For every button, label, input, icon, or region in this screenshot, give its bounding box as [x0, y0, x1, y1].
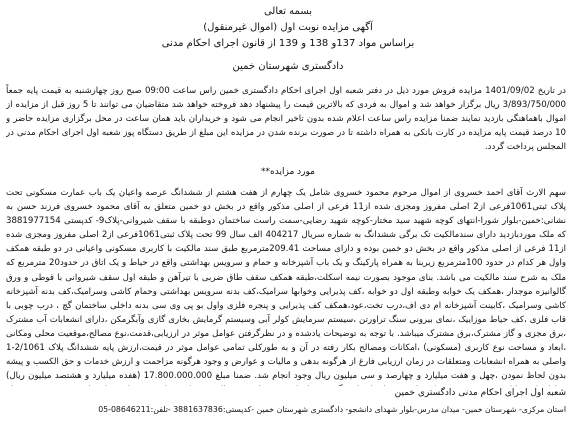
signature-line: شعبه اول اجرای احکام مدنی دادگستری خمین [394, 388, 566, 398]
intro-paragraph: در تاریخ 1401/09/02 مزایده فروش مورد ذیل در دفتر شعبه اول اجرای احکام دادگستری خمین راس ساعت 09:00 صبح روز چهارشنبه به قیمت پایه جمعاً 3/893/750/000 ریال برگزار خواهد شد و اموال به فردی که بالاترین قیمت را پیشنهاد دهد فروخته خواهد شد متقاضیان می توانند تا 5 روز قبل از مزایده از اموال باهماهنگی بازدید نمایند ضمنا مزایده راس ساعت اعلام شده بدون تاخیر انجام می شود و خریداران باید همان ساعت در محل برگزاری مزایده حاضر و 10 درصد قیمت پایه مزایده در کارت بانکی به همراه داشته تا در صورت برنده شدن در مزایده این مبلغ از طریق دستگاه پوز شعبه اول اجرای احکام مدنی در المجلس پرداخت گردد. [6, 86, 566, 153]
address-line: استان مرکزی- شهرستان خمین- میدان مدرس-بلوار شهدای دانشجو- دادگستری شهرستان خمین -کدپستی:3881637836 -تلفن:08646211-05 [98, 405, 566, 414]
notice-title: آگهی مزایده نوبت اول (اموال غیرمنقول) [203, 22, 373, 33]
property-description: سهم الارث آقای احمد خسروی از اموال مرحوم محمود خسروی شامل یک چهارم از هفت هشتم از ششدانگ عرصه واعیان یک باب عمارت مسکونی تحت پلاک ثبتی1061فرعی از2 اصلی مفروز ومجزی شده از11 فرعی از اصلی مذکور واقع در بخش دو خمین متعلق به آقای محمود خسروی فرزند حسن به نشانی:خمین-بلوار شورا-انتهای کوچه شهید سید مختار-کوچه شهید رضایی-سمت راست ساختمان دوطبقه با سقف شیروانی-پلاک9- کدپستی 3881977154 که ملک موردبازدید دارای سندمالکیت تک برگی ششدانگ به شماره سریال 404217 الف سال 99 تحت پلاک ثبتی1061فرعی از2 اصلی مفروز ومجزی شده از11 فرعی از اصلی مذکور واقع در بخش دو خمین بوده و دارای مساحت 209.41مترمربع طبق سند مالکیت با کاربری مسکونی واعیانی در دو طبقه همکف واول هر کدام در حدود 100مترمربع زیربنا به همراه پارکینگ و یک باب آشپزخانه و حمام و سرویس بهداشتی واقع در حیاط و یک اتاق در حدود20 مترمربع که ملک به شرح سند مالکیت می باشد. بنای موجود بصورت نیمه اسکلت،طبقه همکف سقف طاق ضربی با تیرآهن و طبقه اول سقف شیروانی با قوطی و ورق گالوانیزه موجدار ،همکف یک خوابه وطبقه اول دو خوابه ،کف پذیرایی وخوابها سرامیک،کف بدنه سرویس بهداشتی وحمام کاشی وسرامیک،کف بدنه آشپزخانه کاشی وسرامیک ،کابینت آشپزخانه ام دی اف،درب تخت،عود،همکف کف پذیرایی و پنجره فلزی واول بو پی وی سی بدنه داخلی ساختمان گچ ، درب چوبی با قاب فلزی ،کف حیاط موزاییک ،نمای بیرونی سنگ تراورتن ،سیستم سرمایش کولر آبی وسیستم گرمایش بخاری گازی وآبگرمکن ،دارای انشعابات آب مشترک ،برق مجزی و گاز مشترک،برق مشترک میباشد. با توجه به توضیحات یادشده و در نظرگرفتن عوامل موثر در ارزیابی،قدمت،نوع مصالح،موقعیت محلی ومکانی ،ابعاد و مساحت نوع کاربری (مسکونی) ،امکانات ومصالح بکار رفته در آن و به طورکلی تمامی عوامل موثر در قیمت،ارزش پایه ششدانگ پلاک 2/1061-1 واصلی به همراه انشعابات ومتعلقات در زمان ارزیابی فارغ از هرگونه بدهی و مالیات و عوارض و وجود هرگونه مزاحمت و ارزش خدمات و حق الکسب و پیشه بدون لحاظ نمودن ،چهل و هفت میلیارد و چهارصد و سی میلیون ریال وجود انجام شد. ضمنا مبلغ 17.800.000.000 (هفده میلیارد و هشتصد میلیون ریال) [6, 188, 566, 382]
bismillah-heading: بسمه تعالی [263, 6, 313, 17]
legal-basis-line: براساس مواد 137و 138 و 139 از قانون اجرای احکام مدنی [161, 38, 415, 49]
section-title: مورد مزایده** [261, 167, 315, 177]
court-name: دادگستری شهرستان خمین [232, 61, 344, 72]
